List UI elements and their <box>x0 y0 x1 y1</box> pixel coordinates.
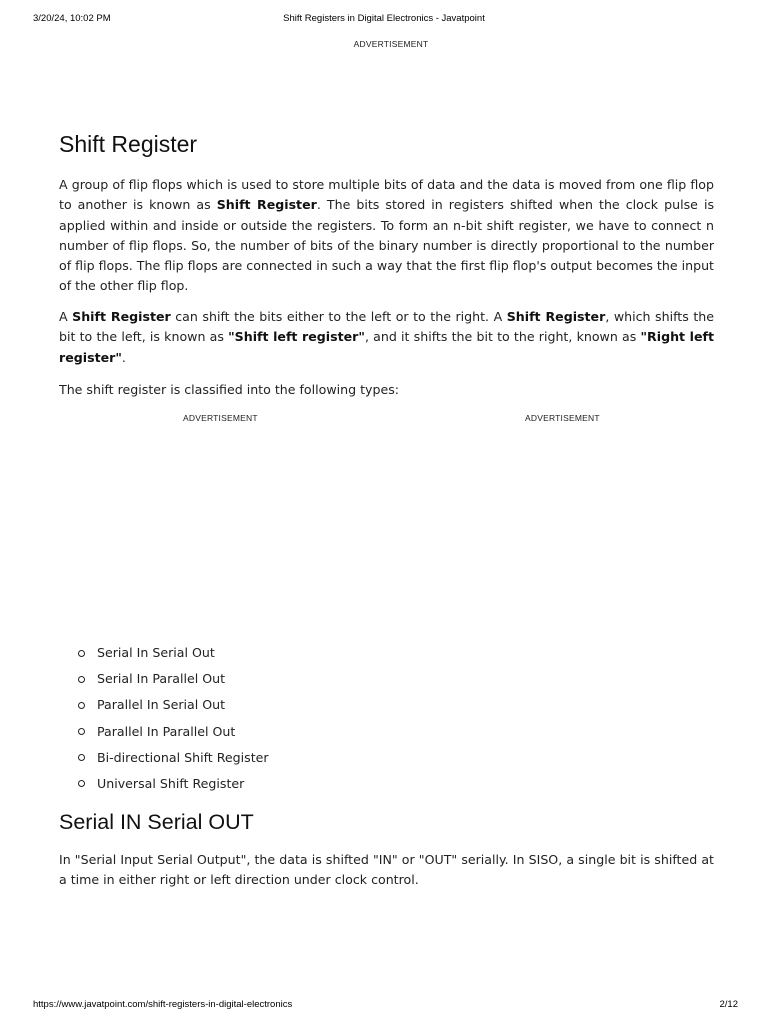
paragraph-shift-direction: A Shift Register can shift the bits either to the left or to the right. A Shift Register, which shifts the bit to the left, is known as "Shift left register", and it shifts the bit to the right, known as "Right left register". <box>59 309 715 365</box>
list-item: Bi-directional Shift Register <box>78 748 269 774</box>
paragraph-siso-description: In "Serial Input Serial Output", the data is shifted "IN" or "OUT" serially. In SISO, a single bit is shifted at a time in either right or left direction under clock control. <box>59 852 714 888</box>
print-header <box>0 13 768 27</box>
circle-bullet-icon <box>78 728 85 735</box>
print-footer <box>0 999 768 1013</box>
paragraph-classification-intro: The shift register is classified into the following types: <box>59 382 400 397</box>
circle-bullet-icon <box>78 676 85 683</box>
print-page-number: 2/12 <box>719 999 738 1010</box>
paragraph-definition: A group of flip flops which is used to store multiple bits of data and the data is moved from one flip flop to another is known as Shift Register. The bits stored in registers shifted when the clock pulse is applied within and inside or outside the registers. To form an n-bit shift register, we have to connect n number of flip flops. So, the number of bits of the binary number is directly proportional to the number of flip flops. The flip flops are connected in such a way that the first flip flop's output becomes the input of the other flip flop. <box>59 177 715 294</box>
list-item: Serial In Serial Out <box>78 643 269 669</box>
list-item: Parallel In Serial Out <box>78 695 269 721</box>
advertisement-label-top: ADVERTISEMENT <box>353 39 429 49</box>
list-item: Parallel In Parallel Out <box>78 722 269 748</box>
print-page-title: Shift Registers in Digital Electronics - Javatpoint <box>283 13 485 24</box>
circle-bullet-icon <box>78 754 85 761</box>
circle-bullet-icon <box>78 650 85 657</box>
list-item: Serial In Parallel Out <box>78 669 269 695</box>
print-datetime: 3/20/24, 10:02 PM <box>33 13 111 24</box>
advertisement-label-right: ADVERTISEMENT <box>525 413 600 423</box>
section-heading-shift-register: Shift Register <box>59 131 198 157</box>
print-url: https://www.javatpoint.com/shift-registers-in-digital-electronics <box>33 999 293 1010</box>
circle-bullet-icon <box>78 780 85 787</box>
list-item: Universal Shift Register <box>78 774 269 800</box>
shift-register-types-list <box>78 643 269 800</box>
advertisement-label-left: ADVERTISEMENT <box>183 413 258 423</box>
circle-bullet-icon <box>78 702 85 709</box>
section-heading-siso: Serial IN Serial OUT <box>59 810 254 834</box>
